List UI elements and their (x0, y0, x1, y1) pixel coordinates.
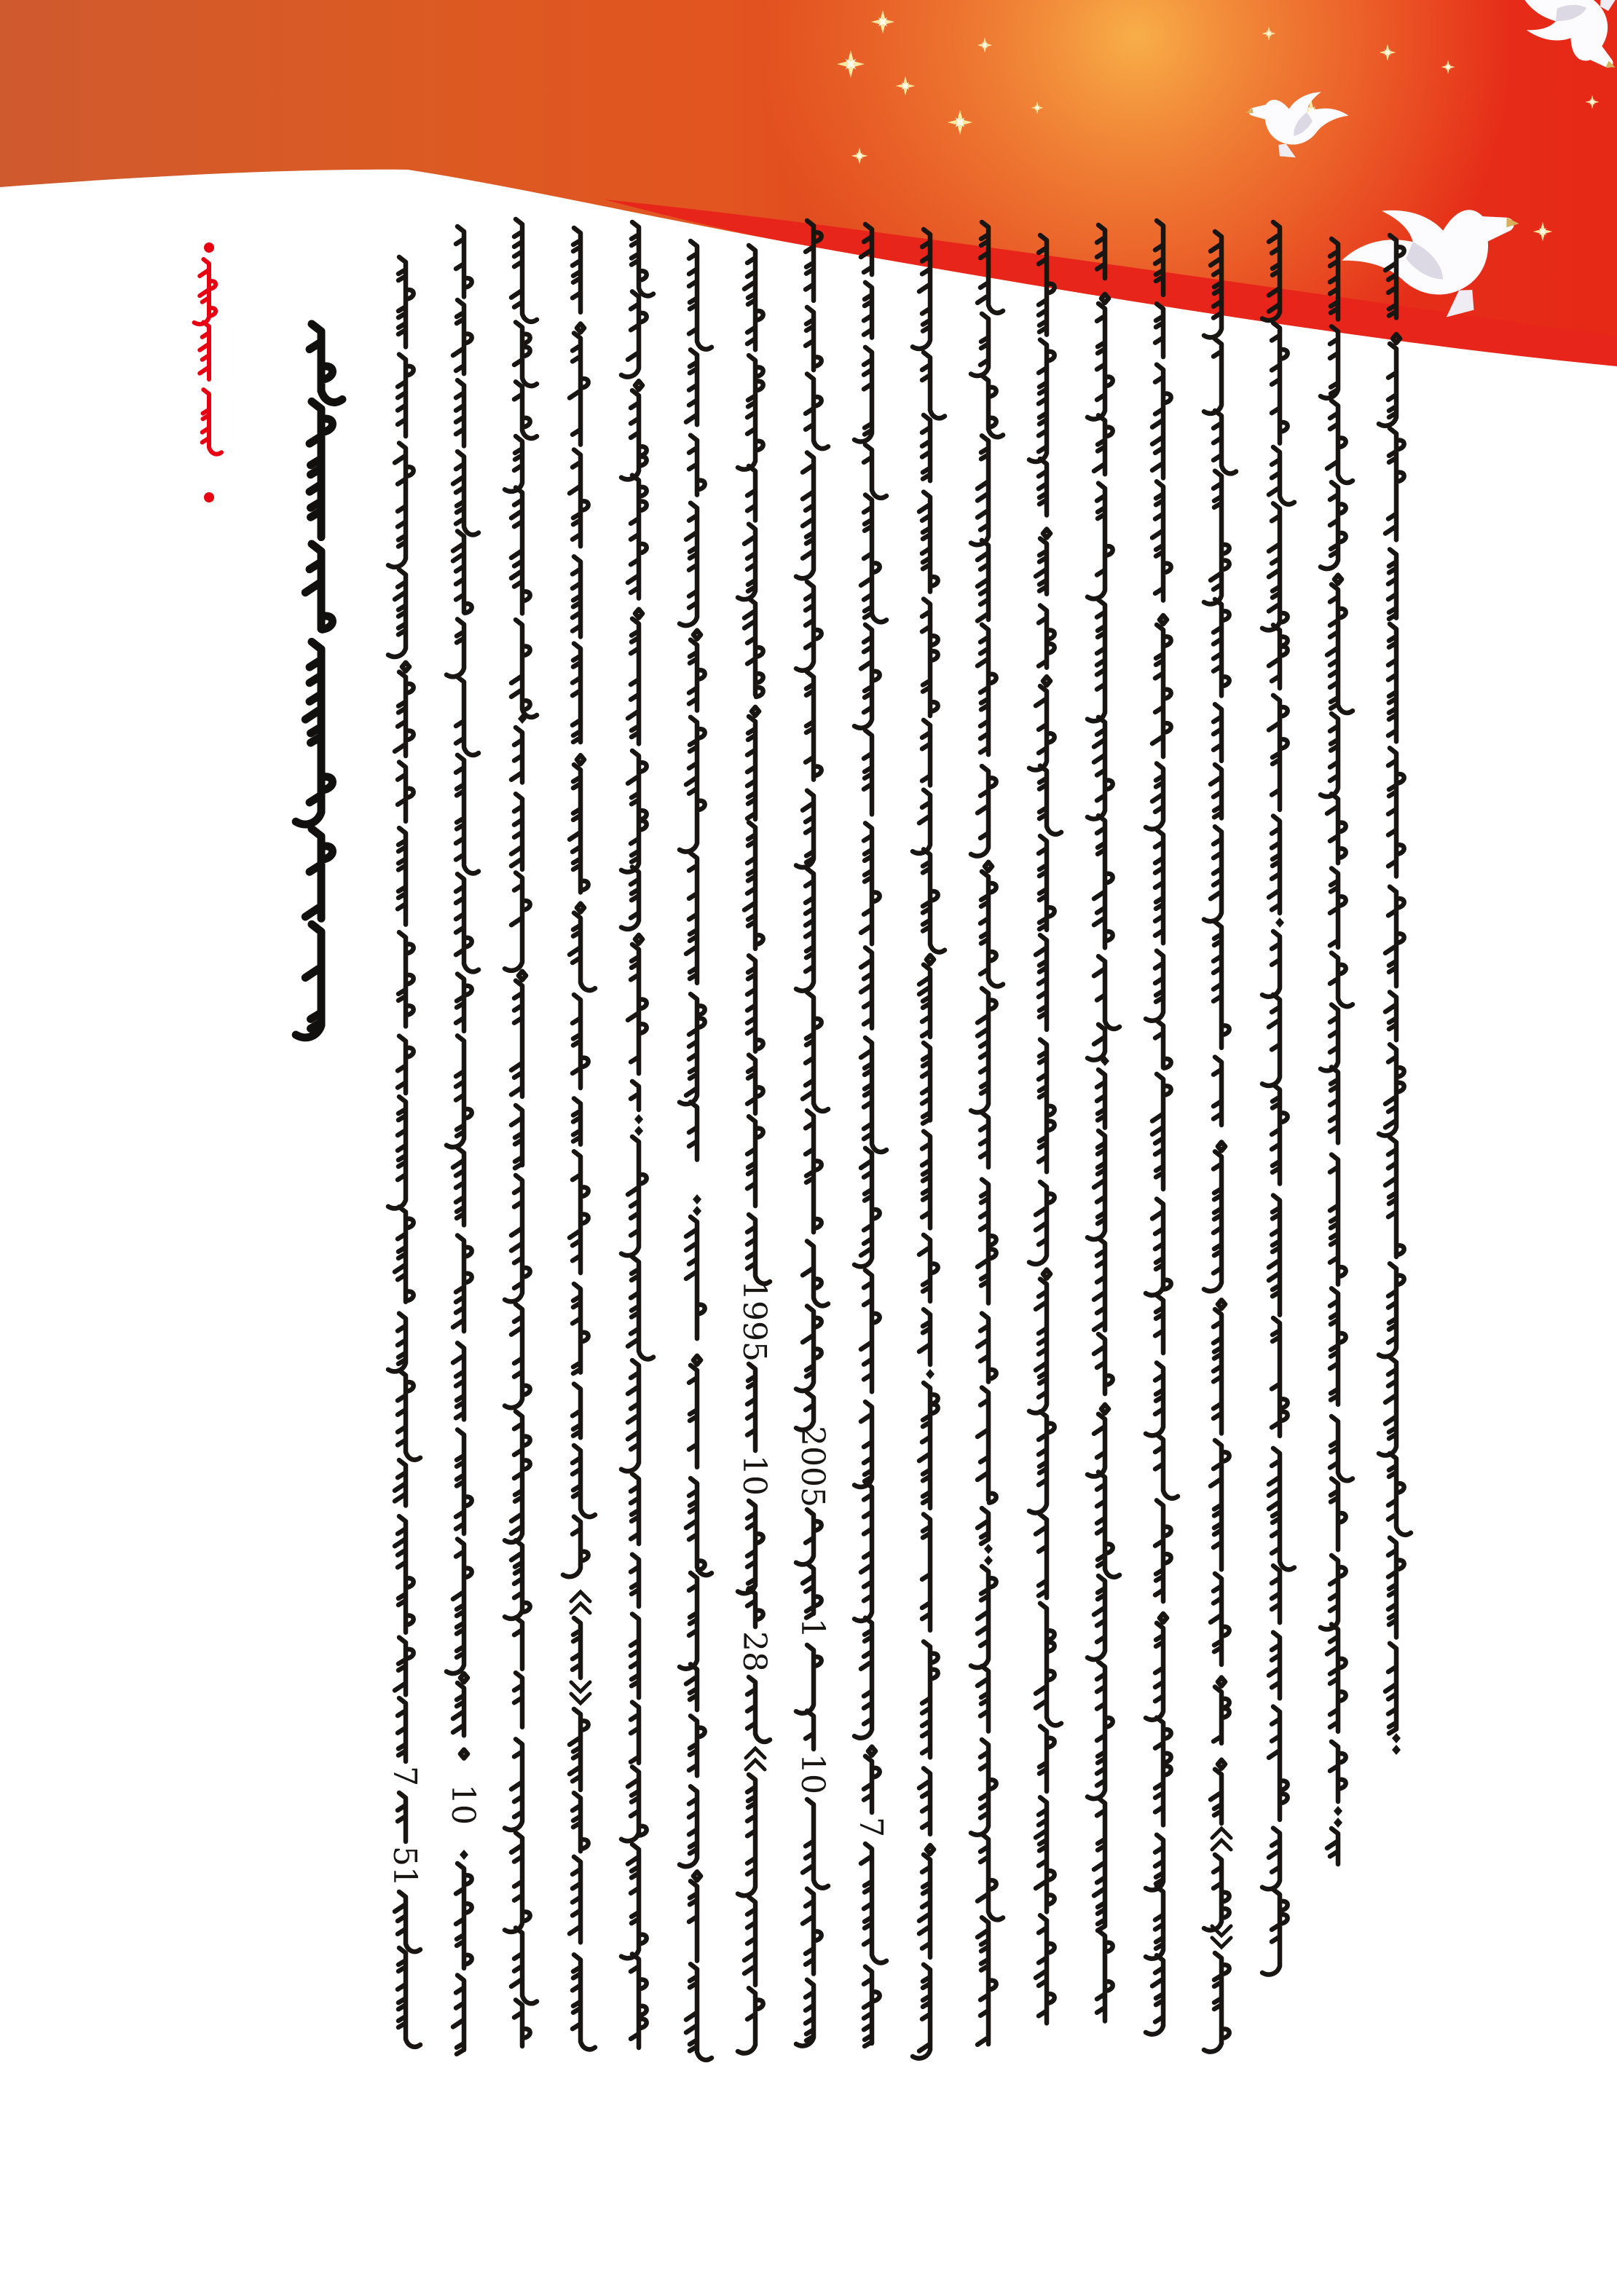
text-column (505, 219, 537, 2046)
text-column (621, 222, 653, 2048)
embedded-number: 1 (794, 1618, 831, 1638)
embedded-number: 7 (386, 1766, 423, 1786)
quote-open-mark (571, 1592, 590, 1613)
text-column (1087, 225, 1120, 2021)
embedded-number: 1995 (736, 1280, 773, 1362)
text-column (1146, 221, 1178, 2035)
text-column (1204, 232, 1236, 2052)
dot-mark (926, 1369, 935, 1379)
article-body-columns (386, 219, 1411, 2060)
kicker-start-dot (204, 242, 214, 253)
quote-open-mark (746, 1748, 765, 1770)
text-column (913, 229, 945, 2059)
embedded-number: 28 (736, 1631, 773, 1672)
section-kicker-text (194, 259, 221, 454)
embedded-number: 51 (386, 1846, 423, 1887)
double-dot-mark (1334, 1806, 1342, 1828)
text-column (1262, 222, 1294, 1975)
article-title (296, 324, 342, 1038)
section-kicker (194, 242, 221, 502)
double-dot-mark (693, 1194, 701, 1216)
kicker-end-dot (204, 492, 214, 502)
embedded-number: 10 (794, 1753, 831, 1794)
text-column (1321, 239, 1353, 1864)
article-title-text (296, 324, 342, 1038)
quote-open-mark (1212, 1828, 1231, 1850)
text-column (971, 222, 1003, 2045)
text-column (563, 228, 595, 2049)
text-column (1379, 235, 1411, 1755)
text-column (1029, 235, 1061, 2023)
embedded-number: 7 (852, 1817, 889, 1837)
dot-mark (460, 1850, 468, 1860)
text-column (680, 241, 712, 2060)
text-column (794, 221, 831, 2046)
dot-mark (1275, 918, 1284, 928)
double-dot-mark (1392, 1733, 1401, 1755)
quote-close-mark (571, 1682, 590, 1703)
double-dot-mark (634, 1114, 643, 1136)
embedded-number: 10 (444, 1784, 481, 1825)
double-dot-mark (984, 1544, 993, 1566)
text-column (386, 257, 423, 2047)
text-column (444, 226, 481, 2054)
text-column (852, 224, 889, 2046)
embedded-number: 2005 (794, 1426, 831, 1507)
text-column (736, 245, 773, 2054)
embedded-number: 10 (736, 1455, 773, 1496)
